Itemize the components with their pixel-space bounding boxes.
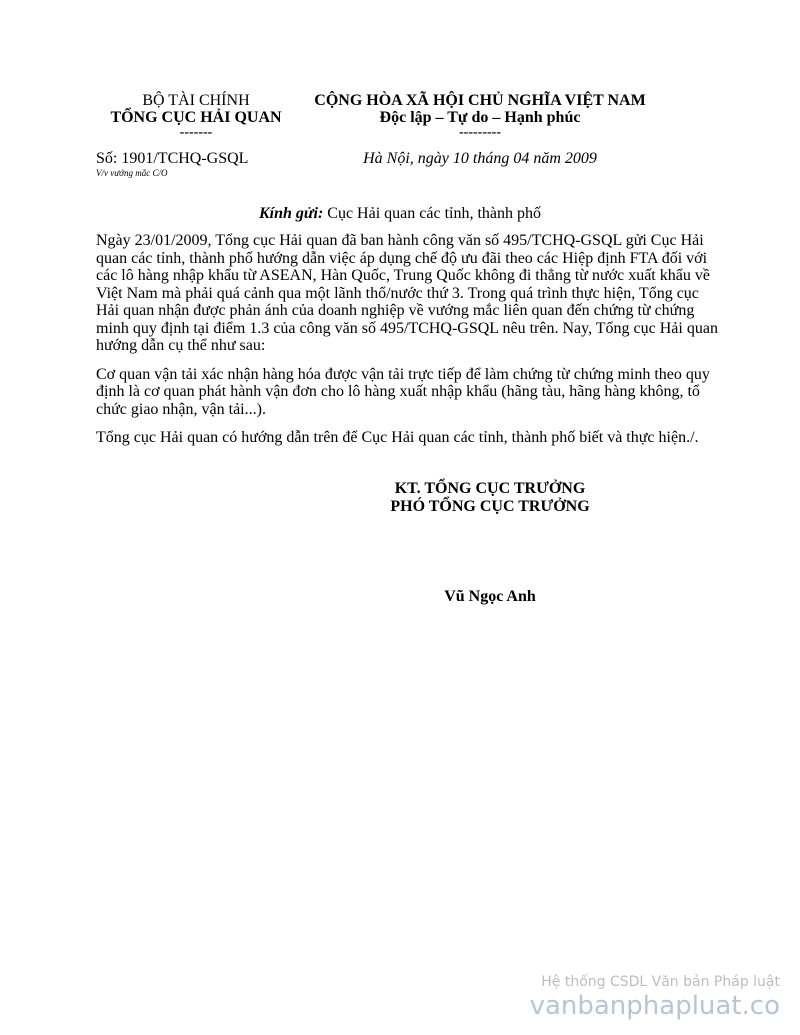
agency-separator: ------- — [179, 125, 213, 140]
national-motto: Độc lập – Tự do – Hạnh phúc — [379, 109, 581, 126]
recipient-value: Cục Hải quan các tỉnh, thành phố — [323, 205, 541, 222]
body-paragraph-1: Ngày 23/01/2009, Tổng cục Hải quan đã ban hành công văn số 495/TCHQ-GSQL gửi Cục Hải quan các tỉnh, thành phố hướng dẫn việc áp dụng chế độ ưu đãi theo các Hiệp định FTA đối với các lô hàng nhập khẩu từ ASEAN, Hàn Quốc, Trung Quốc không đi thẳng từ nước xuất khẩu về Việt Nam mà phải quá cảnh qua một lãnh thổ/nước thứ 3. Trong quá trình thực hiện, Tổng cục Hải quan nhận được phản ánh của doanh nghiệp về vướng mắc liên quan đến chứng từ chứng minh quy định tại điểm 1.3 của công văn số 495/TCHQ-GSQL nêu trên. Nay, Tổng cục Hải quan hướng dẫn cụ thể như sau: — [96, 232, 718, 354]
agency-block — [96, 92, 296, 139]
signer-name: Vũ Ngọc Anh — [444, 588, 536, 605]
body-paragraph-2: Cơ quan vận tải xác nhận hàng hóa được vận tải trực tiếp để làm chứng từ chứng minh theo quy định là cơ quan phát hành vận đơn cho lô hàng xuất nhập khẩu (hãng tàu, hãng hàng không, tổ chức giao nhận, vận tải...). — [96, 365, 710, 418]
agency-name: TỔNG CỤC HẢI QUAN — [110, 109, 282, 126]
recipient-label: Kính gửi: — [259, 205, 324, 222]
national-title-block — [300, 92, 660, 139]
signature-title-line1: KT. TỔNG CỤC TRƯỞNG — [394, 480, 586, 497]
place-date: Hà Nội, ngày 10 tháng 04 năm 2009 — [363, 150, 597, 167]
signature-title-line2: PHÓ TỔNG CỤC TRƯỞNG — [390, 498, 590, 515]
recipient-line — [0, 205, 800, 223]
document-body — [96, 232, 720, 458]
signature-title-block — [340, 480, 640, 516]
document-number: Số: 1901/TCHQ-GSQL — [96, 150, 249, 167]
country-name: CỘNG HÒA XÃ HỘI CHỦ NGHĨA VIỆT NAM — [314, 92, 646, 109]
body-paragraph-3: Tổng cục Hải quan có hướng dẫn trên để Cục Hải quan các tỉnh, thành phố biết và thực hiện./. — [96, 429, 699, 446]
motto-separator: --------- — [459, 125, 501, 140]
agency-parent: BỘ TÀI CHÍNH — [142, 92, 250, 109]
watermark-caption: Hệ thống CSDL Văn bản Pháp luật — [541, 974, 780, 990]
watermark-site-link[interactable]: vanbanphapluat.co — [529, 991, 780, 1021]
watermark — [530, 973, 780, 1021]
document-subject: V/v vướng mắc C/O — [96, 168, 168, 178]
